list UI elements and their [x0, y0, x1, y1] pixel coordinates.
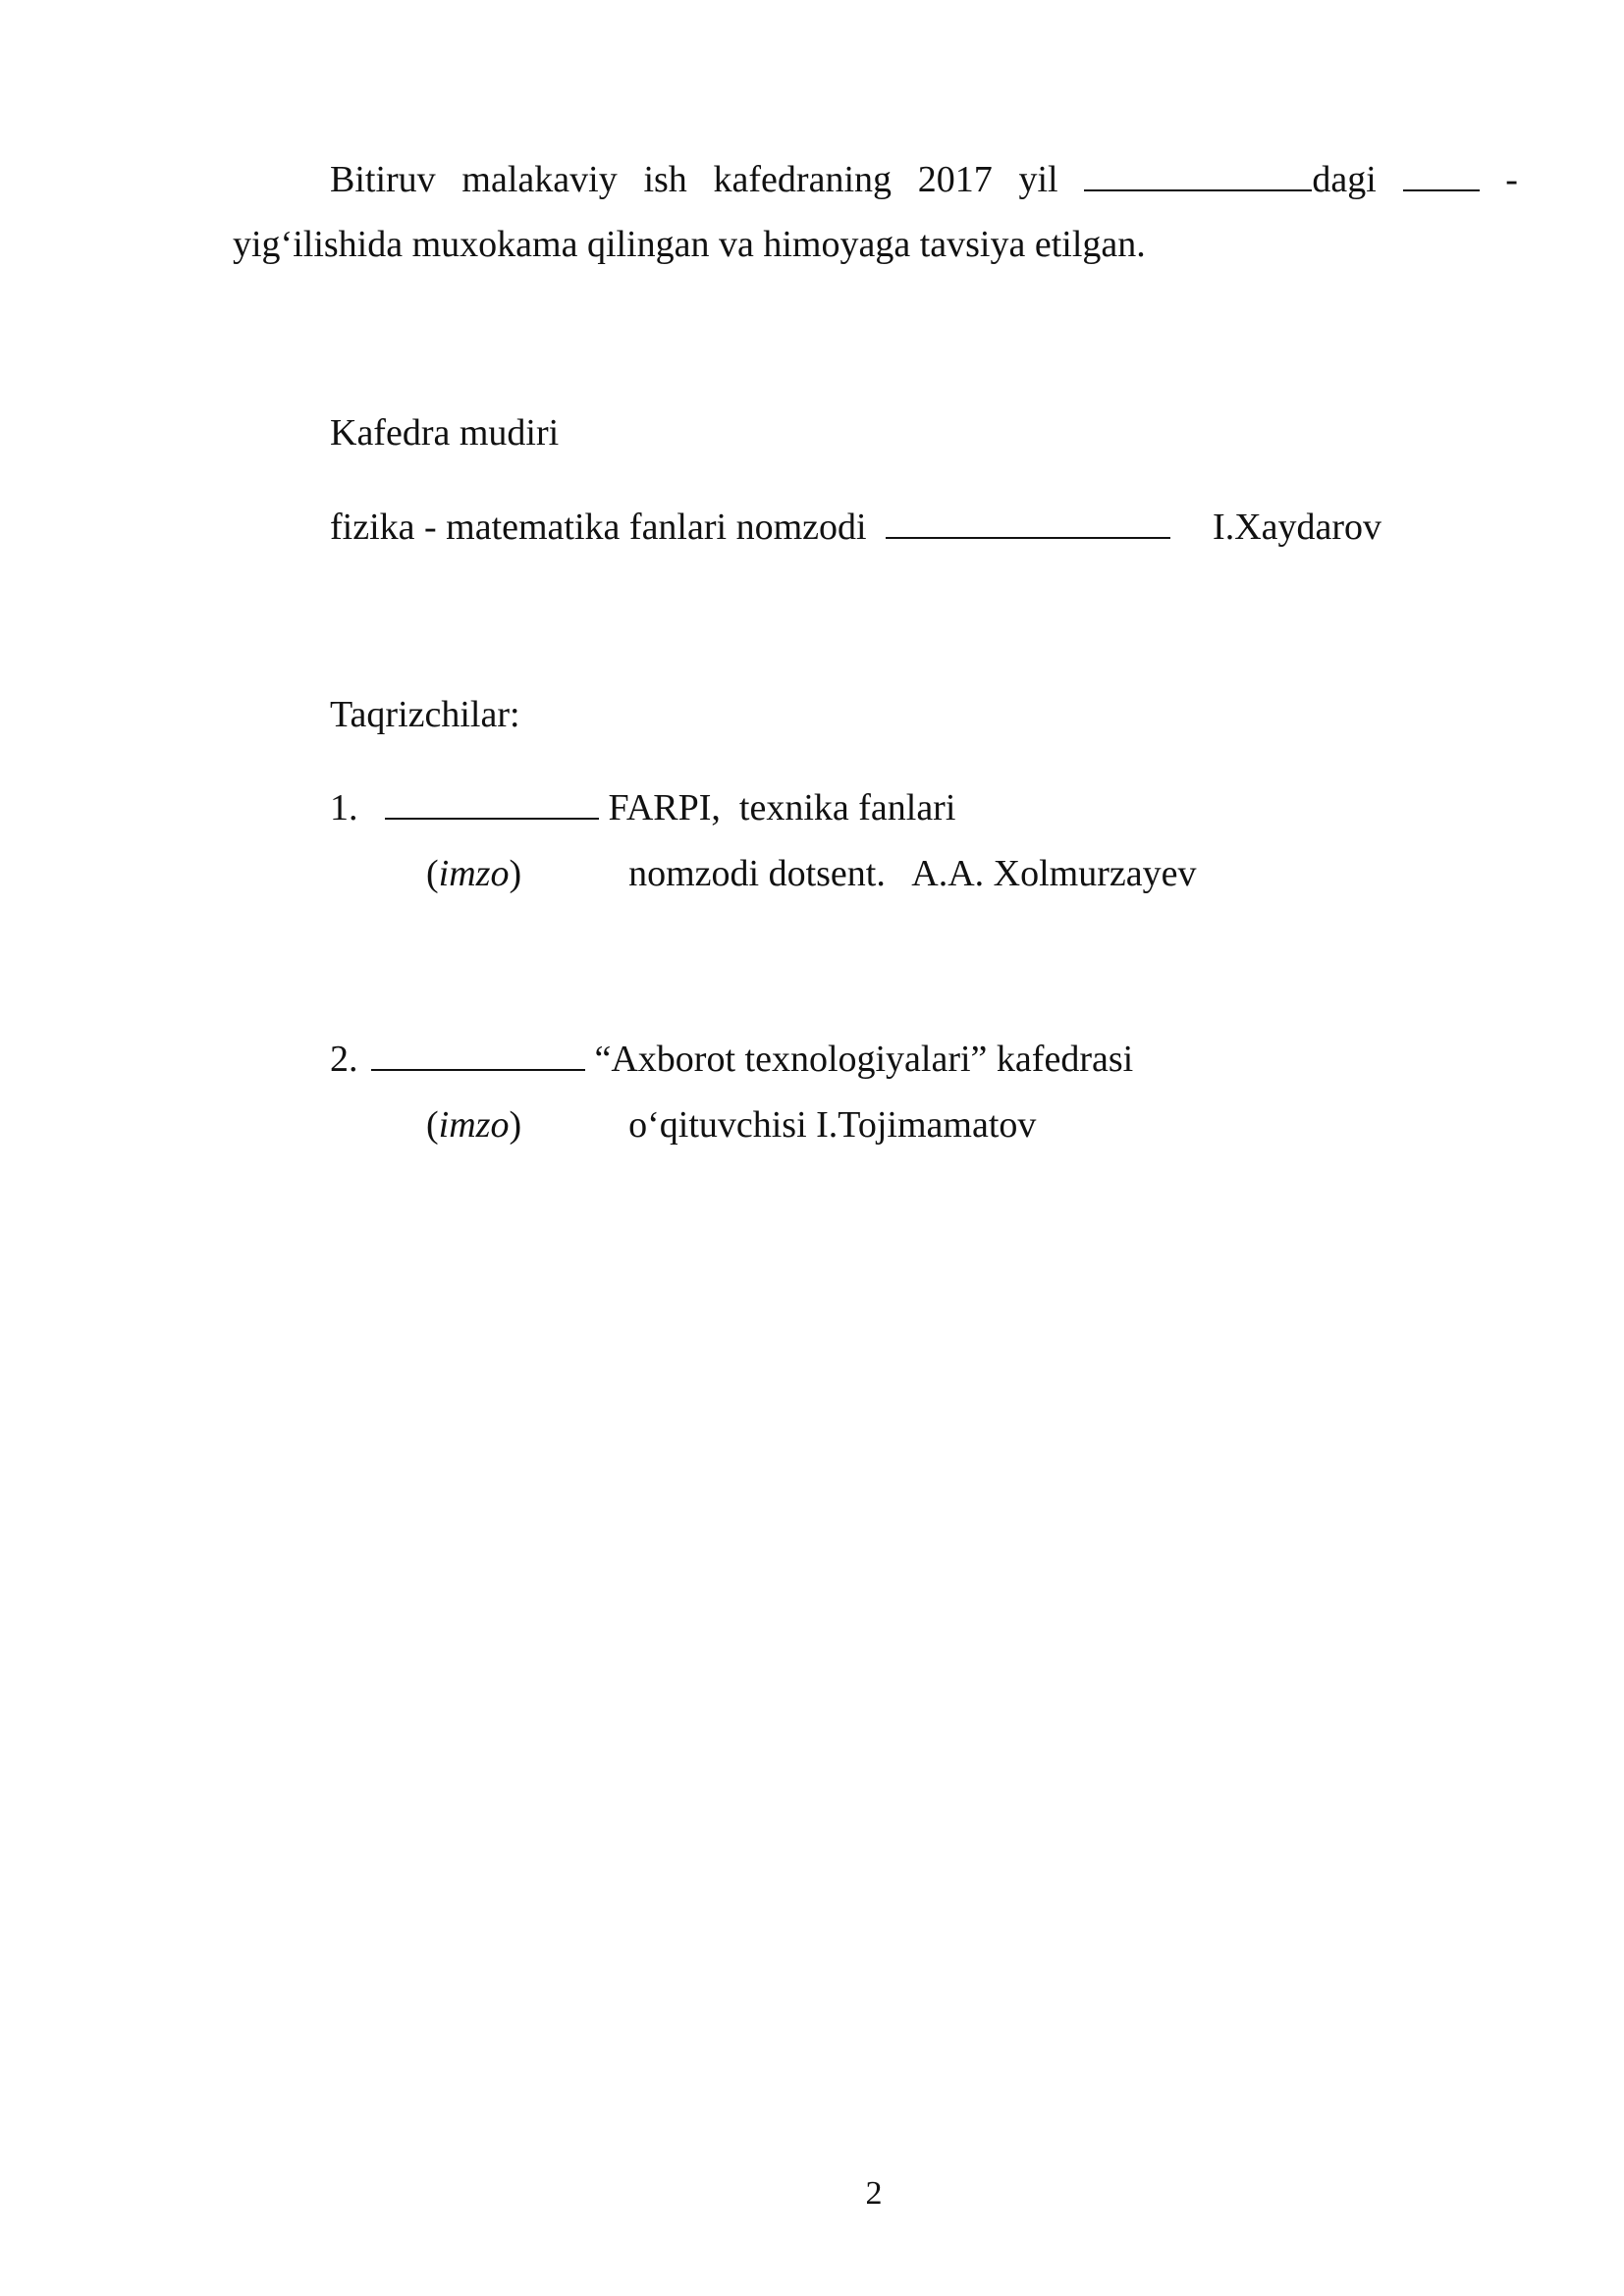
head-title: Kafedra mudiri	[330, 412, 560, 454]
dagi-text: dagi	[1312, 159, 1377, 200]
reviewer-2-imzo-label: (imzo)	[426, 1104, 522, 1146]
intro-word: 2017	[917, 159, 993, 200]
page-number: 2	[865, 2175, 883, 2212]
head-name: I.Xaydarov	[1213, 507, 1382, 548]
head-signature-line	[330, 507, 1381, 546]
intro-word: ish	[643, 159, 687, 200]
intro-line-1	[330, 160, 1518, 198]
reviewer-2-affiliation: “Axborot texnologiyalari” kafedrasi	[594, 1039, 1134, 1080]
reviewer-1-details	[426, 855, 1196, 892]
reviewer-1-affiliation: FARPI, texnika fanlari	[608, 787, 956, 828]
intro-line-2: yig‘ilishida muxokama qilingan va himoyaga tavsiya etilgan.	[233, 224, 1146, 265]
reviewer-2-details	[426, 1106, 1036, 1144]
reviewers-title: Taqrizchilar:	[330, 694, 520, 735]
reviewer-1-imzo-label: (imzo)	[426, 853, 522, 894]
reviewer-2-line	[330, 1040, 1133, 1078]
dash-text: -	[1505, 159, 1518, 200]
intro-word: Bitiruv	[330, 159, 436, 200]
date-blank-line	[1084, 160, 1312, 191]
reviewer-1-position: nomzodi dotsent. A.A. Xolmurzayev	[628, 853, 1197, 894]
reviewer-1-number: 1.	[330, 787, 358, 828]
reviewer-2-position: o‘qituvchisi I.Tojimamatov	[628, 1104, 1037, 1146]
head-signature-blank	[886, 507, 1170, 539]
reviewer-2-number: 2.	[330, 1039, 358, 1080]
intro-word: kafedraning	[713, 159, 892, 200]
intro-word: malakaviy	[461, 159, 618, 200]
reviewer-1-line	[330, 788, 955, 827]
meeting-number-blank-line	[1403, 160, 1480, 191]
intro-word: yil	[1018, 159, 1058, 200]
date-field	[1084, 160, 1376, 198]
reviewer-1-signature-blank	[385, 788, 599, 820]
head-degree: fizika - matematika fanlari nomzodi	[330, 507, 867, 548]
reviewer-2-signature-blank	[371, 1040, 585, 1071]
